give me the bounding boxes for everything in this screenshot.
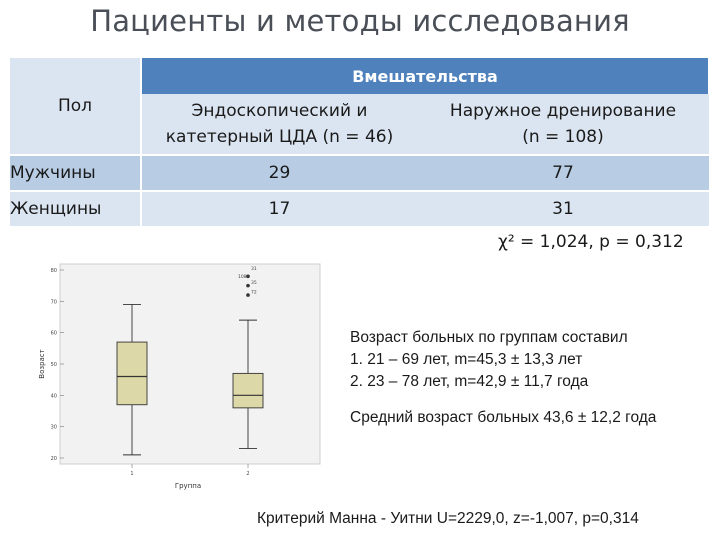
group-header-cell	[141, 58, 709, 94]
col2-header-line1: Наружное дренирование	[449, 101, 677, 121]
sex-header: Пол	[57, 96, 93, 116]
y-tick-label: 70	[50, 299, 57, 306]
row-value: 29	[141, 155, 417, 191]
y-tick-label: 50	[50, 362, 57, 368]
chi-square-result: χ² = 1,024, p = 0,312	[498, 232, 684, 252]
col2-header-cell	[417, 94, 709, 155]
mann-whitney-result: Критерий Манна - Уитни U=2229,0, z=-1,007, p=0,314	[257, 510, 639, 527]
row-value: 77	[417, 155, 709, 191]
group-header: Вмешательства	[352, 66, 498, 86]
outlier-label: 72	[251, 290, 257, 296]
slide-title: Пациенты и методы исследования	[90, 4, 630, 38]
x-tick-label: 2	[246, 471, 250, 477]
row-value: 31	[417, 191, 709, 226]
y-tick-label: 80	[50, 268, 57, 274]
row-label: Женщины	[10, 191, 141, 226]
y-tick-label: 60	[50, 330, 57, 337]
row-value: 17	[141, 191, 417, 226]
col1-header-line1: Эндоскопический и	[191, 101, 368, 121]
age-summary-line: Возраст больных по группам составил	[350, 329, 628, 346]
intervention-table	[10, 58, 710, 226]
outlier-point	[246, 284, 250, 288]
age-boxplot	[36, 262, 322, 494]
col2-header-line2: (n = 108)	[522, 127, 604, 147]
outlier-point	[246, 274, 250, 278]
y-axis-label: Возраст	[38, 349, 46, 379]
col1-header-cell	[141, 94, 417, 155]
plot-area	[60, 264, 320, 464]
age-summary-line: 2. 23 – 78 лет, m=42,9 ± 11,7 года	[350, 373, 589, 390]
box	[233, 373, 263, 407]
y-tick-label: 40	[50, 393, 57, 400]
sex-header-cell	[10, 58, 141, 155]
outlier-label: 35	[251, 281, 257, 287]
outlier-label: 108	[238, 274, 247, 280]
y-tick-label: 30	[50, 424, 57, 431]
x-tick-label: 1	[130, 471, 134, 477]
x-axis-label: Группа	[174, 482, 202, 490]
mean-age-text: Средний возраст больных 43,6 ± 12,2 года	[350, 409, 657, 426]
row-label: Мужчины	[10, 155, 141, 191]
y-tick-label: 20	[50, 456, 57, 462]
table-row	[10, 191, 709, 226]
box	[117, 342, 147, 405]
age-summary	[350, 327, 720, 429]
age-summary-line: 1. 21 – 69 лет, m=45,3 ± 13,3 лет	[350, 351, 583, 368]
outlier-label: 31	[251, 267, 257, 272]
col1-header-line2: катетерный ЦДА (n = 46)	[165, 127, 394, 147]
table-row	[10, 155, 709, 191]
outlier-point	[246, 293, 250, 297]
